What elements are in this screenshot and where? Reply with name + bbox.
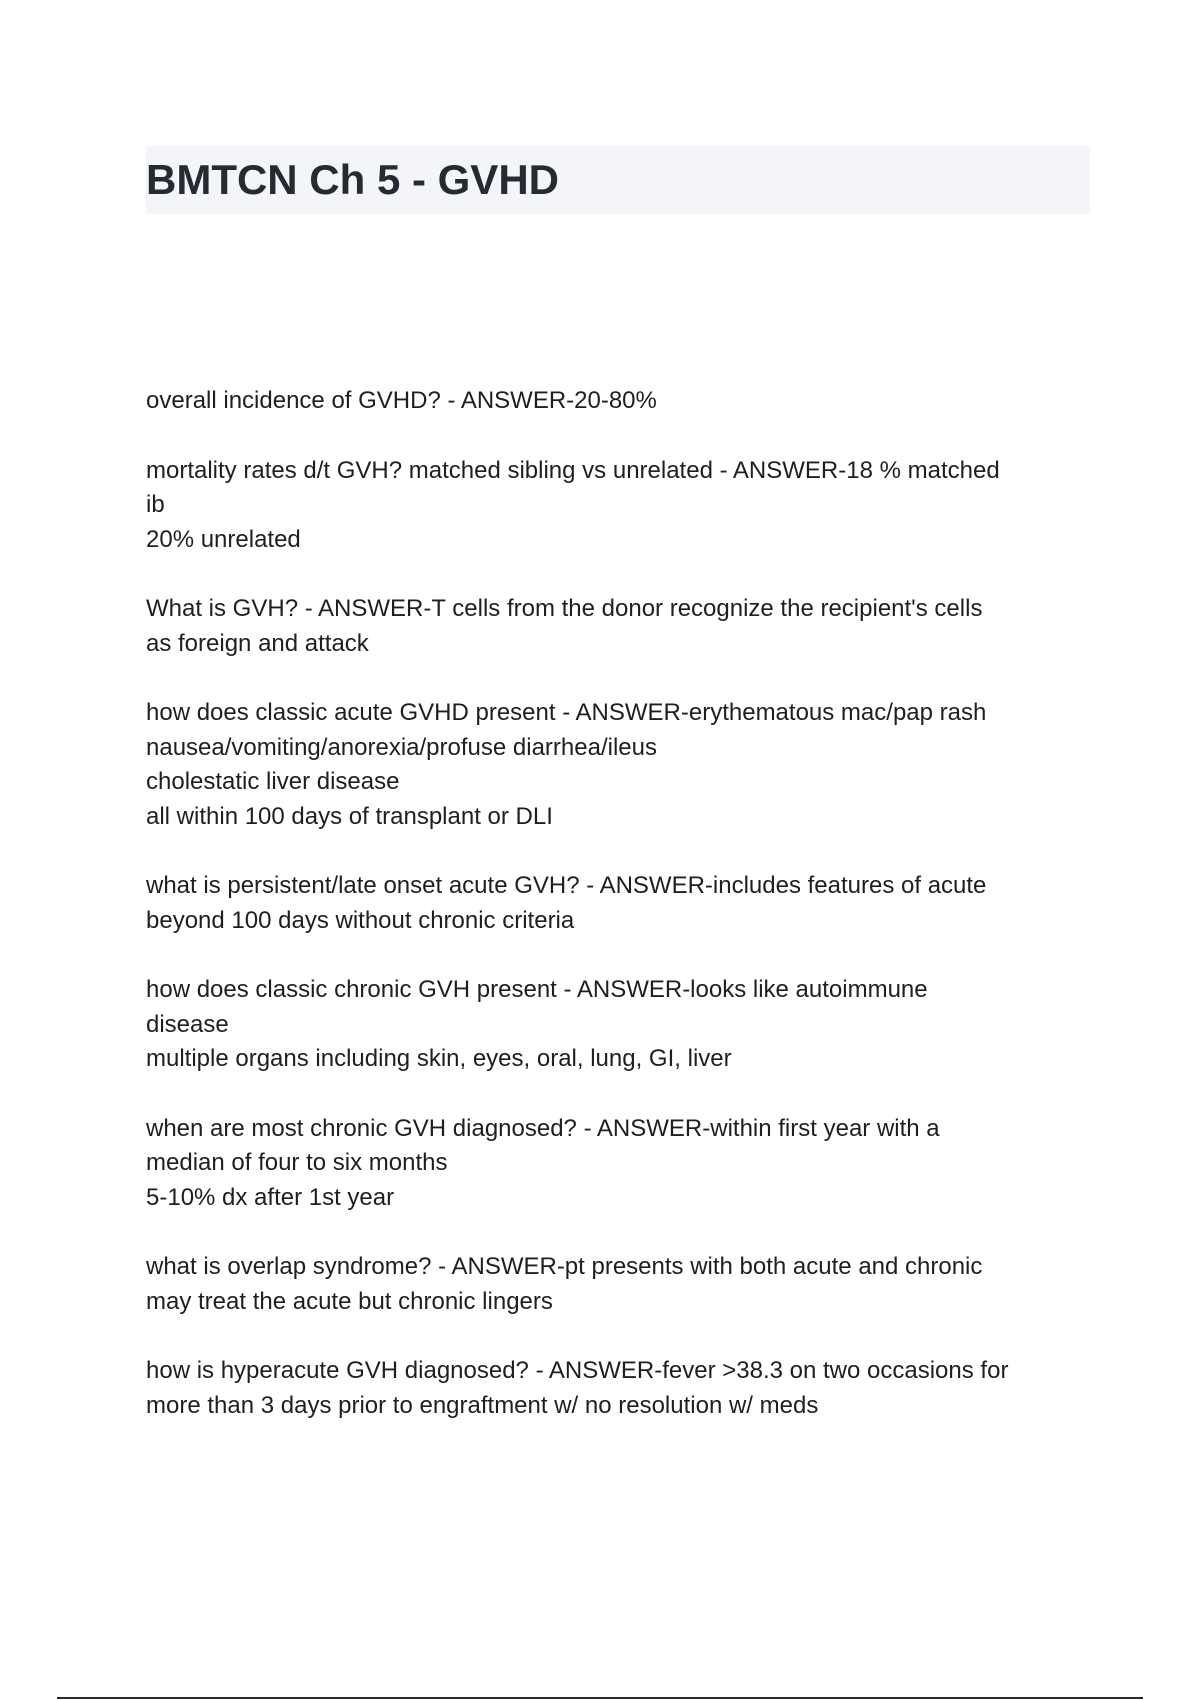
qa-item bbox=[146, 1250, 1096, 1319]
qa-item bbox=[146, 869, 1096, 938]
qa-item bbox=[146, 973, 1096, 1077]
qa-item bbox=[146, 454, 1096, 558]
qa-line: all within 100 days of transplant or DLI bbox=[146, 802, 553, 830]
qa-line: cholestatic liver disease bbox=[146, 768, 400, 795]
qa-line: multiple organs including skin, eyes, oral, lung, GI, liver bbox=[146, 1045, 732, 1072]
qa-line: 5-10% dx after 1st year bbox=[146, 1183, 395, 1211]
qa-item bbox=[146, 384, 1096, 419]
qa-line: how is hyperacute GVH diagnosed? - ANSWER-fever >38.3 on two occasions for bbox=[146, 1357, 1009, 1384]
qa-item bbox=[146, 1354, 1096, 1423]
qa-item bbox=[146, 1112, 1096, 1216]
qa-line: median of four to six months bbox=[146, 1149, 448, 1176]
qa-line: what is overlap syndrome? - ANSWER-pt presents with both acute and chronic bbox=[146, 1253, 983, 1280]
qa-line: overall incidence of GVHD? - ANSWER-20-80% bbox=[146, 387, 657, 414]
qa-line: nausea/vomiting/anorexia/profuse diarrhea/ileus bbox=[146, 733, 657, 761]
page-title: BMTCN Ch 5 - GVHD bbox=[146, 156, 559, 203]
qa-line: 20% unrelated bbox=[146, 525, 301, 553]
qa-item bbox=[146, 592, 1096, 661]
qa-line: how does classic chronic GVH present - ANSWER-looks like autoimmune bbox=[146, 976, 928, 1003]
qa-line: disease bbox=[146, 1010, 229, 1038]
title-banner bbox=[146, 146, 1090, 214]
qa-line: may treat the acute but chronic lingers bbox=[146, 1287, 553, 1315]
qa-line: mortality rates d/t GVH? matched sibling vs unrelated - ANSWER-18 % matched bbox=[146, 456, 1000, 484]
qa-line: ib bbox=[146, 491, 165, 518]
qa-line: how does classic acute GVHD present - ANSWER-erythematous mac/pap rash bbox=[146, 699, 987, 726]
qa-line: beyond 100 days without chronic criteria bbox=[146, 906, 575, 934]
qa-list bbox=[146, 384, 1096, 1458]
qa-line: as foreign and attack bbox=[146, 629, 369, 657]
qa-item bbox=[146, 696, 1096, 834]
qa-line: What is GVH? - ANSWER-T cells from the donor recognize the recipient's cells bbox=[146, 595, 983, 622]
qa-line: what is persistent/late onset acute GVH? - ANSWER-includes features of acute bbox=[146, 872, 987, 899]
qa-line: when are most chronic GVH diagnosed? - ANSWER-within first year with a bbox=[146, 1114, 940, 1142]
page-bottom-rule bbox=[57, 1697, 1143, 1699]
qa-line: more than 3 days prior to engraftment w/ no resolution w/ meds bbox=[146, 1391, 819, 1419]
